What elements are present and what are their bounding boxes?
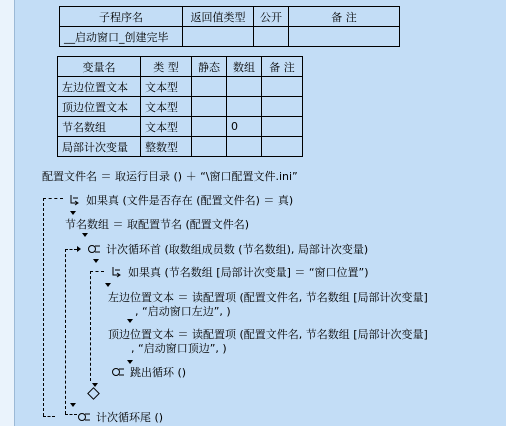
cell-return-type[interactable]: [183, 27, 254, 47]
loop-arrow: [77, 246, 81, 252]
code-editor-canvas[interactable]: [15, 0, 506, 426]
cell-remark[interactable]: [289, 27, 400, 47]
cell-var-remark[interactable]: [262, 117, 303, 137]
code-line[interactable]: [42, 168, 298, 184]
cell-var-name[interactable]: 局部计次变量: [58, 137, 141, 157]
cell-var-type[interactable]: 整数型: [141, 137, 192, 157]
cell-var-array[interactable]: 0: [227, 117, 262, 137]
header-sub-name: 子程序名: [60, 7, 183, 27]
cell-var-remark[interactable]: [262, 97, 303, 117]
if-flow-bottom-line: [43, 416, 55, 417]
loop-icon: [87, 243, 101, 258]
header-var-remark: 备 注: [262, 57, 303, 77]
flow-arrow: [70, 403, 76, 407]
cell-var-name[interactable]: 节名数组: [58, 117, 141, 137]
flow-arrow: [70, 211, 76, 215]
flow-arrow: [105, 283, 111, 287]
line-gutter: [0, 0, 14, 426]
variable-row[interactable]: [58, 77, 303, 97]
cell-var-static[interactable]: [192, 117, 227, 137]
loop-icon: [111, 366, 125, 381]
cell-public[interactable]: [254, 27, 289, 47]
code-text: , “启动窗口左边”, ): [135, 305, 231, 318]
code-line[interactable]: [65, 216, 249, 232]
cell-var-type[interactable]: 文本型: [141, 77, 192, 97]
cell-var-type[interactable]: 文本型: [141, 97, 192, 117]
header-var-type: 类 型: [141, 57, 192, 77]
cell-var-type[interactable]: 文本型: [141, 117, 192, 137]
cell-var-array[interactable]: [227, 97, 262, 117]
inner-if-top-line: [90, 271, 104, 272]
code-text: 节名数组 ＝ 取配置节名 (配置文件名): [65, 218, 250, 231]
cell-var-name[interactable]: 左边位置文本: [58, 77, 141, 97]
cell-var-array[interactable]: [227, 137, 262, 157]
if-end-diamond: [87, 387, 100, 400]
code-text: 左边位置文本 ＝ 读配置项 (配置文件名, 节名数组 [局部计次变量]: [108, 291, 428, 304]
cell-var-static[interactable]: [192, 77, 227, 97]
header-array: 数组: [227, 57, 262, 77]
code-line-continuation[interactable]: [135, 303, 231, 319]
cell-sub-name[interactable]: __启动窗口_创建完毕: [60, 27, 183, 47]
flow-arrow: [127, 319, 133, 323]
loop-flow-top-line: [65, 249, 77, 250]
subroutine-row[interactable]: [60, 27, 400, 47]
variable-row[interactable]: [58, 117, 303, 137]
branch-arrow-icon: [111, 266, 123, 281]
cell-var-remark[interactable]: [262, 77, 303, 97]
code-line[interactable]: [111, 264, 369, 281]
if-flow-top-line: [43, 198, 63, 199]
cell-var-name[interactable]: 顶边位置文本: [58, 97, 141, 117]
variable-header-row: [58, 57, 303, 77]
loop-icon: [77, 411, 91, 426]
code-text: 如果真 (节名数组 [局部计次变量] ＝ “窗口位置”): [128, 266, 369, 279]
cell-var-array[interactable]: [227, 77, 262, 97]
cell-var-static[interactable]: [192, 137, 227, 157]
cell-var-static[interactable]: [192, 97, 227, 117]
loop-flow-bottom-line: [65, 414, 77, 415]
code-text: 顶边位置文本 ＝ 读配置项 (配置文件名, 节名数组 [局部计次变量]: [108, 328, 428, 341]
subroutine-header-row: [60, 7, 400, 27]
flow-arrow: [93, 259, 99, 263]
code-line[interactable]: [69, 192, 293, 209]
if-flow-left-line: [43, 198, 44, 416]
cell-var-remark[interactable]: [262, 137, 303, 157]
code-text: 配置文件名 ＝ 取运行目录 () ＋ “\窗口配置文件.ini”: [42, 170, 298, 183]
code-text: 计次循环尾 (): [96, 411, 164, 424]
variable-table: [57, 56, 303, 157]
code-line-continuation[interactable]: [131, 340, 227, 356]
code-text: 跳出循环 (): [130, 366, 187, 379]
code-text: 计次循环首 (取数组成员数 (节名数组), 局部计次变量): [106, 243, 369, 256]
flow-arrow: [82, 233, 88, 237]
header-public: 公开: [254, 7, 289, 27]
header-remark: 备 注: [289, 7, 400, 27]
variable-row[interactable]: [58, 137, 303, 157]
branch-arrow-icon: [69, 194, 81, 209]
inner-if-left-line: [90, 271, 91, 381]
loop-flow-left-line: [65, 249, 66, 414]
code-text: , “启动窗口顶边”, ): [131, 342, 227, 355]
header-static: 静态: [192, 57, 227, 77]
header-var-name: 变量名: [58, 57, 141, 77]
subroutine-table: [59, 6, 400, 47]
code-line[interactable]: [87, 241, 368, 258]
variable-row[interactable]: [58, 97, 303, 117]
code-line[interactable]: [77, 409, 163, 426]
code-line[interactable]: [111, 364, 186, 381]
code-text: 如果真 (文件是否存在 (配置文件名) ＝ 真): [86, 194, 294, 207]
header-return-type: 返回值类型: [183, 7, 254, 27]
